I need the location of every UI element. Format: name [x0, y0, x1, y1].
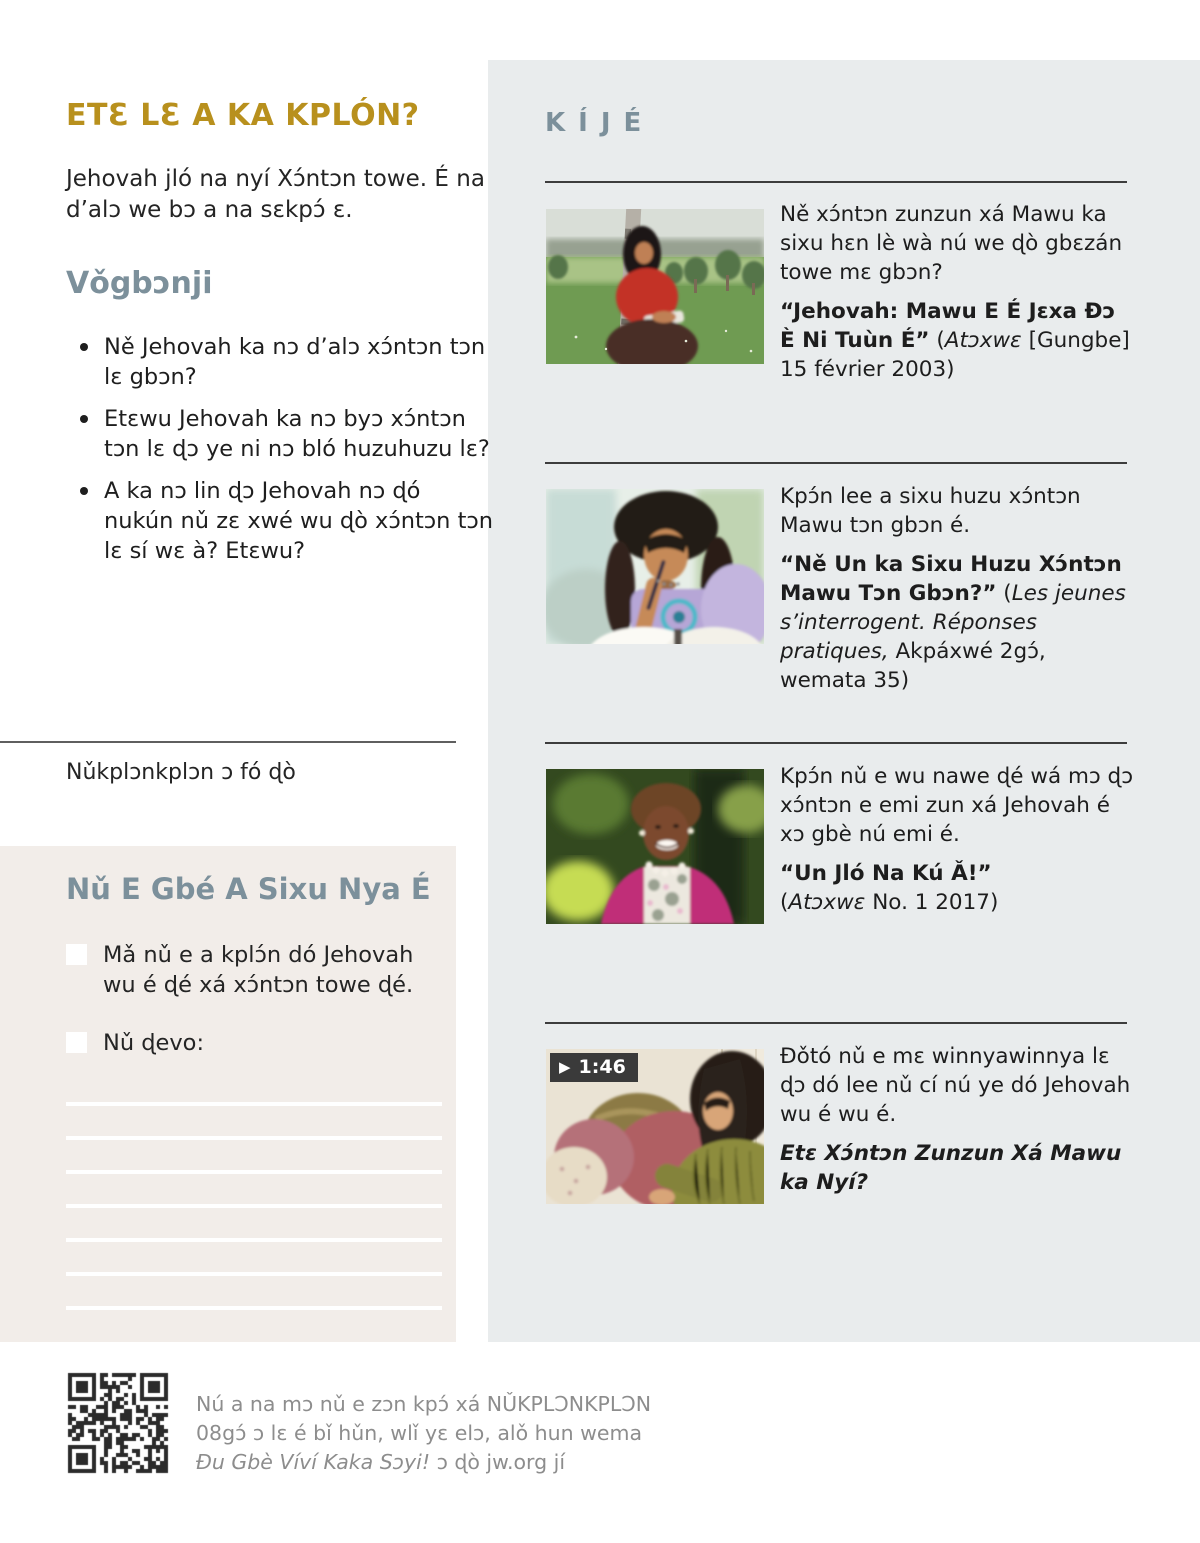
goal-item	[66, 940, 426, 1000]
writing-line	[66, 1170, 442, 1174]
page-title: ETƐ LƐ A KA KPLÓN?	[66, 98, 420, 133]
writing-line	[66, 1306, 442, 1310]
divider	[545, 181, 1127, 183]
video-duration: 1:46	[578, 1056, 626, 1078]
checkbox[interactable]	[66, 1032, 87, 1053]
section-text: Kpɔ́n nǔ e wu nawe ɖé wá mɔ ɖɔ xɔ́ntɔn e emi zun xá Jehovah é xɔ gbè nú emi é.	[780, 764, 1134, 847]
divider	[545, 742, 1127, 744]
intro-text: Jehovah jló na nyí Xɔ́ntɔn towe. É na d’alɔ we bɔ a na sɛkpɔ́ ɛ.	[66, 166, 485, 223]
writing-line	[66, 1238, 442, 1242]
goal-label: Mǎ nǔ e a kplɔ́n dó Jehovah wu é ɖé xá xɔ́ntɔn towe ɖé.	[103, 942, 414, 998]
kije-section	[780, 482, 1134, 705]
footer-line: Ɖu Gbè Víví Kaka Sɔyi! ɔ ɖò jw.org jí	[196, 1450, 566, 1474]
question-list	[66, 332, 494, 578]
section-reference: “Ně Un ka Sixu Huzu Xɔ́ntɔn Mawu Tɔn Gbɔn?” (Les jeunes s’interrogent. Réponses pratiques, Akpáxwé 2gɔ́, wemata 35)	[780, 552, 1126, 693]
writing-line	[66, 1136, 442, 1140]
divider	[545, 462, 1127, 464]
photo-girl-studying	[546, 489, 764, 644]
goal-item	[66, 1028, 426, 1058]
photo-woman-orchard	[546, 209, 764, 364]
lesson-completed-label: Nǔkplɔnkplɔn ɔ fó ɖò	[66, 760, 296, 785]
section-video-title: Etɛ Xɔ́ntɔn Zunzun Xá Mawu ka Nyí?	[780, 1141, 1122, 1195]
section-text: Ɖǒtó nǔ e mɛ winnyawinnya lɛ ɖɔ dó lee nǔ cí nú ye dó Jehovah wu é wu é.	[780, 1044, 1131, 1127]
goals-title: Nǔ E Gbé A Sixu Nya É	[66, 872, 431, 906]
qr-code	[66, 1371, 171, 1476]
writing-line	[66, 1204, 442, 1208]
video-duration-badge	[550, 1053, 638, 1082]
section-reference: “Jehovah: Mawu E É Jɛxa Ɖɔ È Ni Tuùn É” (Atɔxwɛ [Gungbe] 15 février 2003)	[780, 299, 1130, 382]
footer-line: Nú a na mɔ nǔ e zɔn kpɔ́ xá NǓKPLƆNKPLƆN	[196, 1392, 652, 1416]
section-reference: “Un Jló Na Kú Ǎ!” (Atɔxwɛ No. 1 2017)	[780, 861, 999, 915]
question-item: Etɛwu Jehovah ka nɔ byɔ xɔ́ntɔn tɔn lɛ ɖɔ ye ni nɔ bló huzuhuzu lɛ?	[80, 404, 496, 464]
footer-line: 08gɔ́ ɔ lɛ é bǐ hǔn, wlǐ yɛ elɔ, alǒ hun wema	[196, 1421, 643, 1445]
section-title-questions: Vǒgbɔnji	[66, 266, 213, 301]
kije-section	[780, 762, 1134, 927]
kije-section	[780, 200, 1134, 394]
section-text: Kpɔ́n lee a sixu huzu xɔ́ntɔn Mawu tɔn gbɔn é.	[780, 484, 1081, 538]
question-item: A ka nɔ lin ɖɔ Jehovah nɔ ɖó nukún nǔ zɛ xwé wu ɖò xɔ́ntɔn tɔn lɛ sí wɛ à? Etɛwu?	[80, 476, 496, 566]
goals-box	[0, 846, 456, 1342]
goal-label: Nǔ ɖevo:	[103, 1030, 205, 1056]
section-text: Ně xɔ́ntɔn zunzun xá Mawu ka sixu hɛn lè wà nú we ɖò gbɛzán towe mɛ gbɔn?	[780, 202, 1123, 285]
writing-line	[66, 1102, 442, 1106]
kije-section	[780, 1042, 1134, 1207]
writing-line	[66, 1272, 442, 1276]
checkbox[interactable]	[66, 944, 87, 965]
divider	[0, 741, 456, 743]
play-icon: ▶	[559, 1057, 571, 1076]
footer-note	[196, 1390, 656, 1477]
question-item: Ně Jehovah ka nɔ d’alɔ xɔ́ntɔn tɔn lɛ gbɔn?	[80, 332, 496, 392]
divider	[545, 1022, 1127, 1024]
panel-title: KÍJÉ	[545, 108, 655, 138]
photo-smiling-woman	[546, 769, 764, 924]
